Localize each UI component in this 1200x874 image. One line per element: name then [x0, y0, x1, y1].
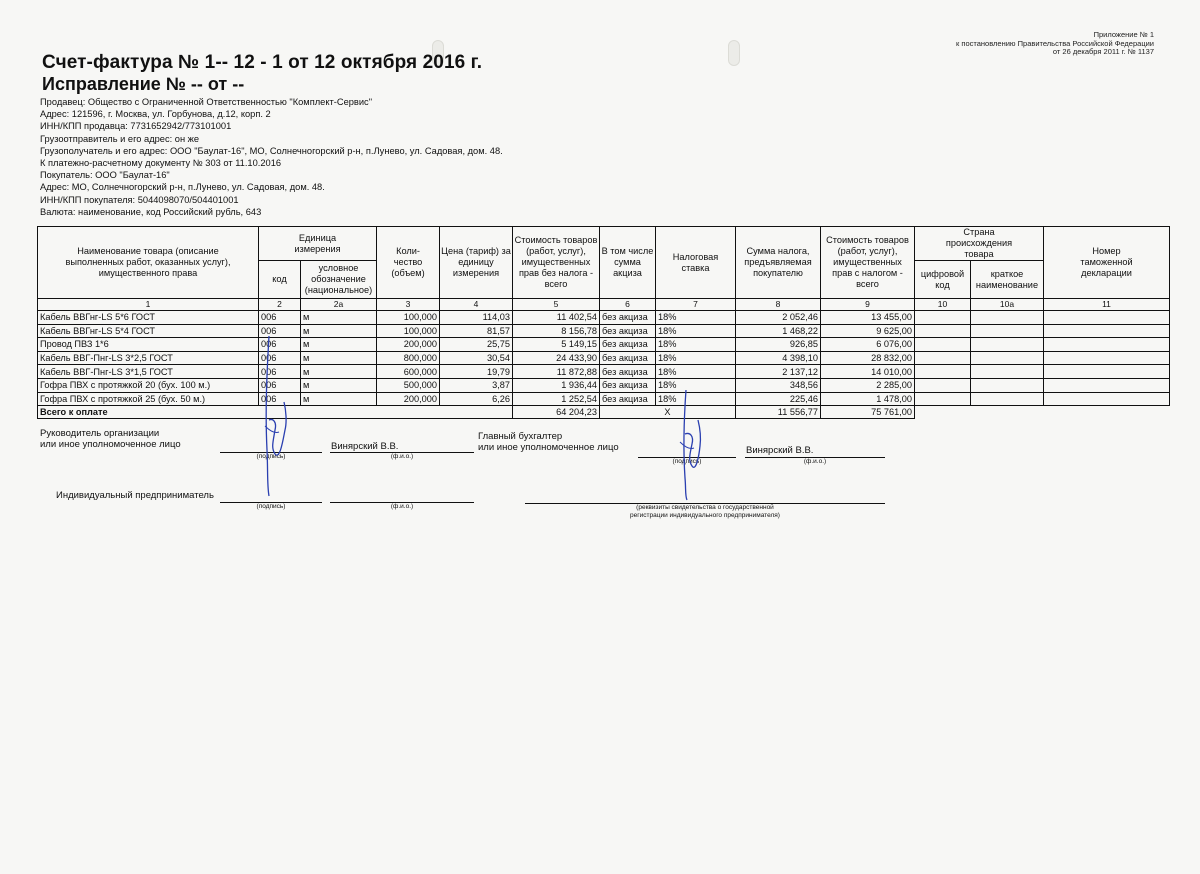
cell-price: 19,79 [440, 365, 513, 379]
table-row [38, 324, 1170, 338]
cell-tax-rate: 18% [656, 311, 736, 325]
cell-excise: без акциза [600, 378, 656, 392]
cell-cost-with-tax: 14 010,00 [821, 365, 915, 379]
cell-tax-sum: 2 137,12 [736, 365, 821, 379]
col-header-country: Страна происхождения товара [915, 227, 1044, 261]
cell-tax-sum: 1 468,22 [736, 324, 821, 338]
cell-country-name [971, 392, 1044, 406]
cell-cost-with-tax: 2 285,00 [821, 378, 915, 392]
cell-country-name [971, 365, 1044, 379]
cell-excise: без акциза [600, 311, 656, 325]
currency-line: Валюта: наименование, код Российский рубль, 643 [40, 206, 262, 217]
cell-quantity: 200,000 [377, 338, 440, 352]
cell-cost-no-tax: 8 156,78 [513, 324, 600, 338]
cell-tax-sum: 225,46 [736, 392, 821, 406]
seller-address: Адрес: 121596, г. Москва, ул. Горбунова, д.12, корп. 2 [40, 109, 271, 120]
cell-country-name [971, 338, 1044, 352]
cell-country-code [915, 324, 971, 338]
cell-tax-sum: 2 052,46 [736, 311, 821, 325]
cell-cost-no-tax: 24 433,90 [513, 351, 600, 365]
cell-unit-symbol: м [301, 365, 377, 379]
cell-tax-rate: 18% [656, 378, 736, 392]
cell-price: 25,75 [440, 338, 513, 352]
cell-quantity: 100,000 [377, 324, 440, 338]
cell-item-name: Кабель ВВГ-Пнг-LS 3*1,5 ГОСТ [38, 365, 259, 379]
col-header-price: Цена (тариф) за единицу измерения [440, 227, 513, 299]
cell-price: 3,87 [440, 378, 513, 392]
table-row [38, 365, 1170, 379]
cell-item-name: Кабель ВВГнг-LS 5*4 ГОСТ [38, 324, 259, 338]
cell-item-name: Гофра ПВХ с протяжкой 25 (бух. 50 м.) [38, 392, 259, 406]
cell-quantity: 800,000 [377, 351, 440, 365]
cell-country-code [915, 392, 971, 406]
handwritten-signature-head [255, 330, 295, 500]
cell-country-name [971, 351, 1044, 365]
cell-item-name: Кабель ВВГ-Пнг-LS 3*2,5 ГОСТ [38, 351, 259, 365]
accountant-signature-caption: (подпись) [672, 458, 702, 465]
table-row [38, 311, 1170, 325]
col-header-customs: Номер таможенной декларации [1044, 227, 1170, 299]
col-header-excise: В том числе сумма акциза [600, 227, 656, 299]
invoice-table [37, 226, 1170, 419]
cell-unit-symbol: м [301, 378, 377, 392]
cell-excise: без акциза [600, 324, 656, 338]
cell-excise: без акциза [600, 392, 656, 406]
cell-cost-no-tax: 11 872,88 [513, 365, 600, 379]
col-header-country-code: цифровой код [915, 261, 971, 299]
cell-cost-no-tax: 1 252,54 [513, 392, 600, 406]
cell-unit-code: 006 [259, 365, 301, 379]
total-cost: 64 204,23 [513, 406, 600, 419]
seller-inn: ИНН/КПП продавца: 7731652942/773101001 [40, 121, 232, 132]
col-header-name: Наименование товара (описание выполненных работ, оказанных услуг), имущественного права [38, 227, 259, 299]
cell-country-name [971, 378, 1044, 392]
correction-title: Исправление № -- от -- [42, 74, 245, 94]
registration-caption: (реквизиты свидетельства о государственной регистрации индивидуального предпринимателя) [630, 504, 780, 519]
appendix-note: Приложение № 1 к постановлению Правительства Российской Федерации от 26 декабря 2011 г. № 1137 [956, 30, 1154, 56]
total-label: Всего к оплате [38, 406, 513, 419]
cell-customs-number [1044, 311, 1170, 325]
entrepreneur-fio-caption: (ф.и.о.) [390, 503, 414, 510]
entrepreneur-label: Индивидуальный предприниматель [56, 490, 214, 501]
column-numbers-row: 1 2 2а 3 4 5 6 7 8 9 10 10а 11 [38, 299, 1170, 311]
cell-unit-symbol: м [301, 311, 377, 325]
total-tax: 11 556,77 [736, 406, 821, 419]
cell-cost-no-tax: 5 149,15 [513, 338, 600, 352]
cell-cost-no-tax: 11 402,54 [513, 311, 600, 325]
cell-country-code [915, 338, 971, 352]
total-row [38, 406, 1170, 419]
cell-cost-with-tax: 9 625,00 [821, 324, 915, 338]
accountant-fio-caption: (ф.и.о.) [803, 458, 827, 465]
cell-country-name [971, 311, 1044, 325]
cell-cost-no-tax: 1 936,44 [513, 378, 600, 392]
buyer-line: Покупатель: ООО "Баулат-16" [40, 170, 170, 181]
invoice-rows [38, 311, 1170, 406]
buyer-address: Адрес: МО, Солнечногорский р-н, п.Лунево, ул. Садовая, дом. 48. [40, 182, 325, 193]
cell-unit-symbol: м [301, 338, 377, 352]
cell-tax-sum: 926,85 [736, 338, 821, 352]
cell-unit-code: 006 [259, 324, 301, 338]
cell-unit-code: 006 [259, 378, 301, 392]
seller-line: Продавец: Общество с Ограниченной Ответственностью "Комплект-Сервис" [40, 97, 372, 107]
table-row [38, 338, 1170, 352]
head-fio-caption: (ф.и.о.) [390, 453, 414, 460]
cell-price: 30,54 [440, 351, 513, 365]
cell-tax-sum: 4 398,10 [736, 351, 821, 365]
cell-excise: без акциза [600, 351, 656, 365]
cell-cost-with-tax: 1 478,00 [821, 392, 915, 406]
cell-customs-number [1044, 324, 1170, 338]
cell-quantity: 100,000 [377, 311, 440, 325]
cell-unit-symbol: м [301, 392, 377, 406]
cell-unit-code: 006 [259, 392, 301, 406]
cell-country-code [915, 351, 971, 365]
col-header-unit-code: код [259, 261, 301, 299]
cell-tax-rate: 18% [656, 365, 736, 379]
entrepreneur-signature-caption: (подпись) [256, 503, 286, 510]
col-header-cost: Стоимость товаров (работ, услуг), имущественных прав без налога - всего [513, 227, 600, 299]
cell-item-name: Гофра ПВХ с протяжкой 20 (бух. 100 м.) [38, 378, 259, 392]
cell-excise: без акциза [600, 338, 656, 352]
total-excise-mark: Х [600, 406, 736, 419]
cell-cost-with-tax: 28 832,00 [821, 351, 915, 365]
shipper-line: Грузоотправитель и его адрес: он же [40, 133, 200, 144]
table-row [38, 378, 1170, 392]
cell-tax-rate: 18% [656, 351, 736, 365]
accountant-label: Главный бухгалтер или иное уполномоченное лицо [478, 431, 619, 453]
table-row [38, 351, 1170, 365]
party-info [40, 96, 503, 218]
buyer-inn: ИНН/КПП покупателя: 5044098070/504401001 [40, 194, 239, 205]
cell-quantity: 200,000 [377, 392, 440, 406]
cell-item-name: Кабель ВВГнг-LS 5*6 ГОСТ [38, 311, 259, 325]
invoice-title: Счет-фактура № 1-- 12 - 1 от 12 октября 2016 г. [42, 52, 483, 73]
cell-country-code [915, 311, 971, 325]
consignee-line: Грузополучатель и его адрес: ООО "Баулат-16", МО, Солнечногорский р-н, п.Лунево, ул. Садовая, дом. 48. [40, 145, 503, 156]
head-signature-caption: (подпись) [256, 453, 286, 460]
cell-quantity: 500,000 [377, 378, 440, 392]
col-header-unit: Единица измерения [259, 227, 377, 261]
cell-unit-symbol: м [301, 351, 377, 365]
col-header-qty: Коли-чество (объем) [377, 227, 440, 299]
punch-hole-right [728, 40, 740, 66]
cell-customs-number [1044, 378, 1170, 392]
payment-doc-line: К платежно-расчетному документу № 303 от 11.10.2016 [40, 158, 282, 169]
cell-customs-number [1044, 365, 1170, 379]
cell-unit-symbol: м [301, 324, 377, 338]
col-header-total: Стоимость товаров (работ, услуг), имущественных прав с налогом - всего [821, 227, 915, 299]
cell-country-code [915, 365, 971, 379]
cell-tax-rate: 18% [656, 324, 736, 338]
cell-customs-number [1044, 392, 1170, 406]
handwritten-signature-accountant [668, 388, 708, 503]
cell-cost-with-tax: 6 076,00 [821, 338, 915, 352]
cell-tax-rate: 18% [656, 392, 736, 406]
cell-country-name [971, 324, 1044, 338]
cell-tax-sum: 348,56 [736, 378, 821, 392]
head-label: Руководитель организации или иное уполномоченное лицо [40, 428, 181, 450]
cell-unit-code: 006 [259, 338, 301, 352]
cell-price: 81,57 [440, 324, 513, 338]
cell-unit-code: 006 [259, 351, 301, 365]
col-header-unit-symbol: условное обозначение (национальное) [301, 261, 377, 299]
cell-customs-number [1044, 338, 1170, 352]
cell-item-name: Провод ПВЗ 1*6 [38, 338, 259, 352]
total-with-tax: 75 761,00 [821, 406, 915, 419]
cell-price: 6,26 [440, 392, 513, 406]
head-name: Винярский В.В. [331, 441, 399, 452]
cell-excise: без акциза [600, 365, 656, 379]
cell-tax-rate: 18% [656, 338, 736, 352]
cell-unit-code: 006 [259, 311, 301, 325]
col-header-tax-rate: Налоговая ставка [656, 227, 736, 299]
cell-country-code [915, 378, 971, 392]
cell-quantity: 600,000 [377, 365, 440, 379]
col-header-tax-sum: Сумма налога, предъявляемая покупателю [736, 227, 821, 299]
col-header-country-name: краткое наименование [971, 261, 1044, 299]
cell-price: 114,03 [440, 311, 513, 325]
cell-cost-with-tax: 13 455,00 [821, 311, 915, 325]
table-row [38, 392, 1170, 406]
accountant-name: Винярский В.В. [746, 445, 814, 456]
cell-customs-number [1044, 351, 1170, 365]
